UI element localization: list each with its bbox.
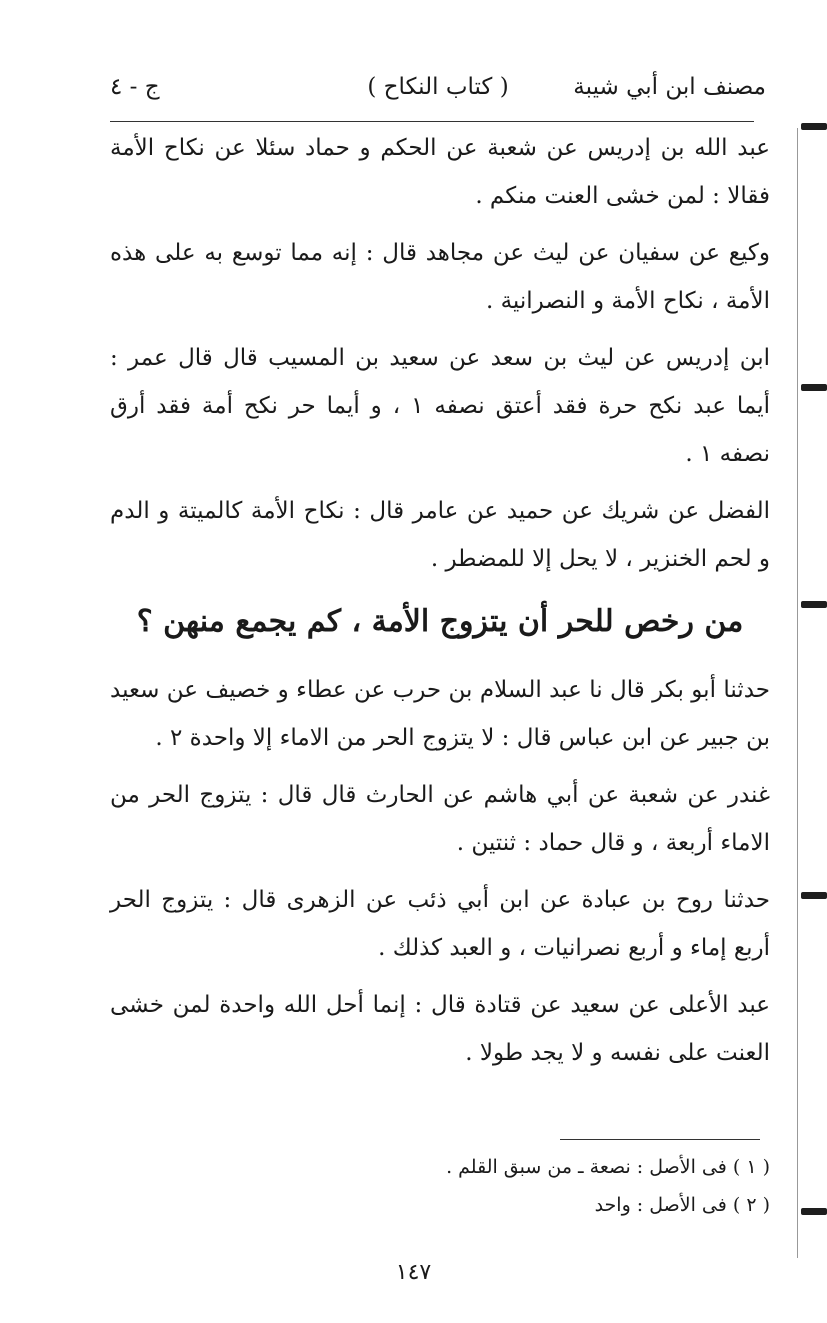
margin-mark (801, 892, 827, 899)
paragraph-7: حدثنا روح بن عبادة عن ابن أبي ذئب عن الزهرى قال : يتزوج الحر أربع إماء و أربع نصرانيات ، و العبد كذلك . (110, 887, 770, 961)
footnote-2: ( ٢ ) فى الأصل : واحد (594, 1194, 770, 1216)
margin-mark (801, 384, 827, 391)
page-number: ١٤٧ (395, 1260, 432, 1285)
margin-mark (801, 1208, 827, 1215)
footnote-rule (560, 1139, 760, 1140)
section-heading: من رخص للحر أن يتزوج الأمة ، كم يجمع منهن ؟ (136, 604, 744, 639)
paragraph-6: غندر عن شعبة عن أبي هاشم عن الحارث قال قال : يتزوج الحر من الاماء أربعة ، و قال حماد : ثنتين . (110, 782, 770, 856)
paragraph-2: وكيع عن سفيان عن ليث عن مجاهد قال : إنه مما توسع به على هذه الأمة ، نكاح الأمة و النصرانية . (110, 240, 770, 314)
chapter-title: ( كتاب النكاح ) (367, 74, 509, 100)
paragraph-4: الفضل عن شريك عن حميد عن عامر قال : نكاح الأمة كالميتة و الدم و لحم الخنزير ، لا يحل إلا للمضطر . (110, 498, 770, 572)
paragraph-3: ابن إدريس عن ليث بن سعد عن سعيد بن المسيب قال قال عمر : أيما عبد نكح حرة فقد أعتق نصفه ١ ، و أيما حر نكح أمة فقد أرق نصفه ١ . (110, 345, 770, 467)
running-header (110, 74, 766, 114)
main-text (110, 124, 770, 1086)
margin-mark (801, 601, 827, 608)
header-rule (110, 121, 754, 122)
margin-mark (801, 123, 827, 130)
volume-number: ج - ٤ (110, 74, 160, 100)
footnotes (110, 1148, 770, 1224)
paragraph-1: عبد الله بن إدريس عن شعبة عن الحكم و حماد سئلا عن نكاح الأمة فقالا : لمن خشى العنت منكم . (110, 135, 770, 209)
right-edge-line (797, 128, 798, 1258)
paragraph-8: عبد الأعلى عن سعيد عن قتادة قال : إنما أحل الله واحدة لمن خشى العنت على نفسه و لا يجد طولا . (110, 992, 770, 1066)
paragraph-5: حدثنا أبو بكر قال نا عبد السلام بن حرب عن عطاء و خصيف عن سعيد بن جبير عن ابن عباس قال : لا يتزوج الحر من الاماء إلا واحدة ٢ . (110, 677, 770, 751)
footnote-1: ( ١ ) فى الأصل : نصعة ـ من سبق القلم . (446, 1156, 770, 1178)
book-title: مصنف ابن أبي شيبة (573, 74, 766, 100)
